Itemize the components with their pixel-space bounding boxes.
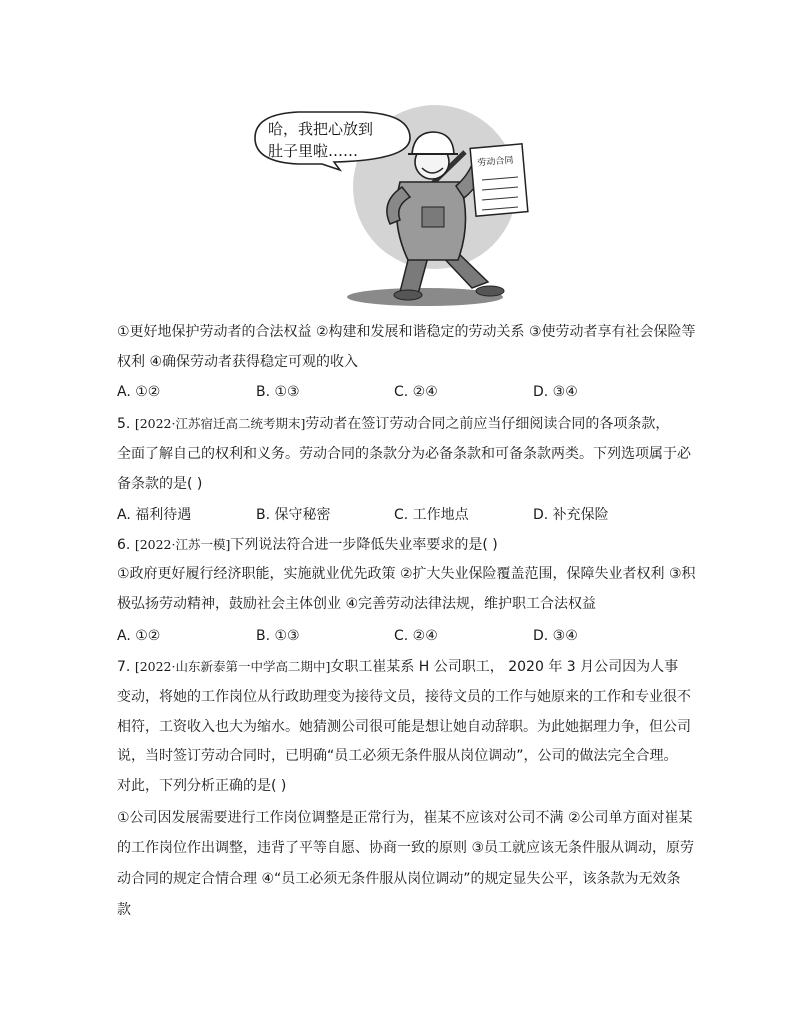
overalls-pocket — [422, 207, 444, 227]
q4-option-a[interactable]: A. ①② — [117, 384, 161, 400]
q4-option-c[interactable]: C. ②④ — [394, 384, 438, 400]
contract-paper — [470, 144, 528, 216]
q7-statements-line1: ①公司因发展需要进行工作岗位调整是正常行为，崔某不应该对公司不满 ②公司单方面对崔某 — [117, 810, 693, 826]
q6-option-c[interactable]: C. ②④ — [394, 628, 438, 644]
q6-statements-line2: 极弘扬劳动精神，鼓励社会主体创业 ④完善劳动法律法规，维护职工合法权益 — [117, 596, 596, 612]
q5-option-d[interactable]: D. 补充保险 — [533, 507, 609, 523]
q7-stem-text: 女职工崔某系 H 公司职工， 2020 年 3 月公司因为人事 — [330, 659, 679, 675]
worker-contract-illustration — [250, 102, 540, 312]
q6-stem-text: 下列说法符合进一步降低失业率要求的是( ) — [230, 537, 498, 553]
q7-number: 7. — [117, 659, 131, 675]
q7-stem-line2: 变动，将她的工作岗位从行政助理变为接待文员，接待文员的工作与她原来的工作和专业很不 — [117, 689, 691, 705]
q5-stem-line2: 全面了解自己的权利和义务。劳动合同的条款分为必备条款和可备条款两类。下列选项属于必 — [117, 446, 691, 462]
q6-statements-line1: ①政府更好履行经济职能，实施就业优先政策 ②扩大失业保险覆盖范围，保障失业者权利 ③积 — [117, 566, 696, 582]
q7-stem-line5: 对此，下列分析正确的是( ) — [117, 778, 287, 794]
q7-stem-line3: 相符，工资收入也大为缩水。她猜测公司很可能是想让她自动辞职。为此她据理力争，但公司 — [117, 719, 691, 735]
q6-options — [117, 626, 677, 646]
q5-option-b[interactable]: B. 保守秘密 — [256, 507, 331, 523]
q6-option-b[interactable]: B. ①③ — [256, 628, 300, 644]
q7-stem-line4: 说，当时签订劳动合同时，已明确“员工必须无条件服从岗位调动”，公司的做法完全合理。 — [117, 748, 678, 764]
q7-statements-line4: 款 — [117, 902, 131, 918]
bubble-text-line2: 肚子里啦…… — [268, 142, 359, 160]
q7-statements-line3: 动合同的规定合情合理 ④“员工必须无条件服从岗位调动”的规定显失公平，该条款为无效条 — [117, 871, 681, 887]
q4-option-d[interactable]: D. ③④ — [533, 384, 578, 400]
q7-statements-line2: 的工作岗位作出调整，违背了平等自愿、协商一致的原则 ③员工就应该无条件服从调动，原劳 — [117, 840, 694, 856]
q5-stem-line1 — [117, 414, 669, 434]
q5-option-a[interactable]: A. 福利待遇 — [117, 507, 192, 523]
q5-stem-text: 劳动者在签订劳动合同之前应当仔细阅读合同的各项条款， — [305, 416, 670, 432]
q4-statements-line1: ①更好地保护劳动者的合法权益 ②构建和发展和谐稳定的劳动关系 ③使劳动者享有社会保险等 — [117, 324, 696, 340]
q6-option-d[interactable]: D. ③④ — [533, 628, 578, 644]
q6-stem-line1 — [117, 535, 498, 555]
q4-option-b[interactable]: B. ①③ — [256, 384, 300, 400]
left-boot — [394, 290, 422, 300]
q6-option-a[interactable]: A. ①② — [117, 628, 161, 644]
q5-number: 5. — [117, 416, 131, 432]
q7-stem-line1 — [117, 657, 678, 677]
right-boot — [476, 286, 504, 296]
q6-number: 6. — [117, 537, 131, 553]
q5-option-c[interactable]: C. 工作地点 — [394, 507, 469, 523]
q5-options — [117, 505, 677, 525]
cartoon-figure — [250, 102, 540, 312]
contract-title: 劳动合同 — [477, 155, 514, 169]
q5-source: [2022·江苏宿迁高二统考期末] — [134, 416, 306, 431]
q6-source: [2022·江苏一模] — [134, 537, 231, 552]
q7-source: [2022·山东新泰第一中学高二期中] — [134, 659, 331, 674]
q4-options — [117, 382, 677, 402]
q4-statements-line2: 权利 ④确保劳动者获得稳定可观的收入 — [117, 354, 358, 370]
q5-stem-line3: 备条款的是( ) — [117, 476, 203, 492]
bubble-text-line1: 哈，我把心放到 — [268, 120, 374, 138]
